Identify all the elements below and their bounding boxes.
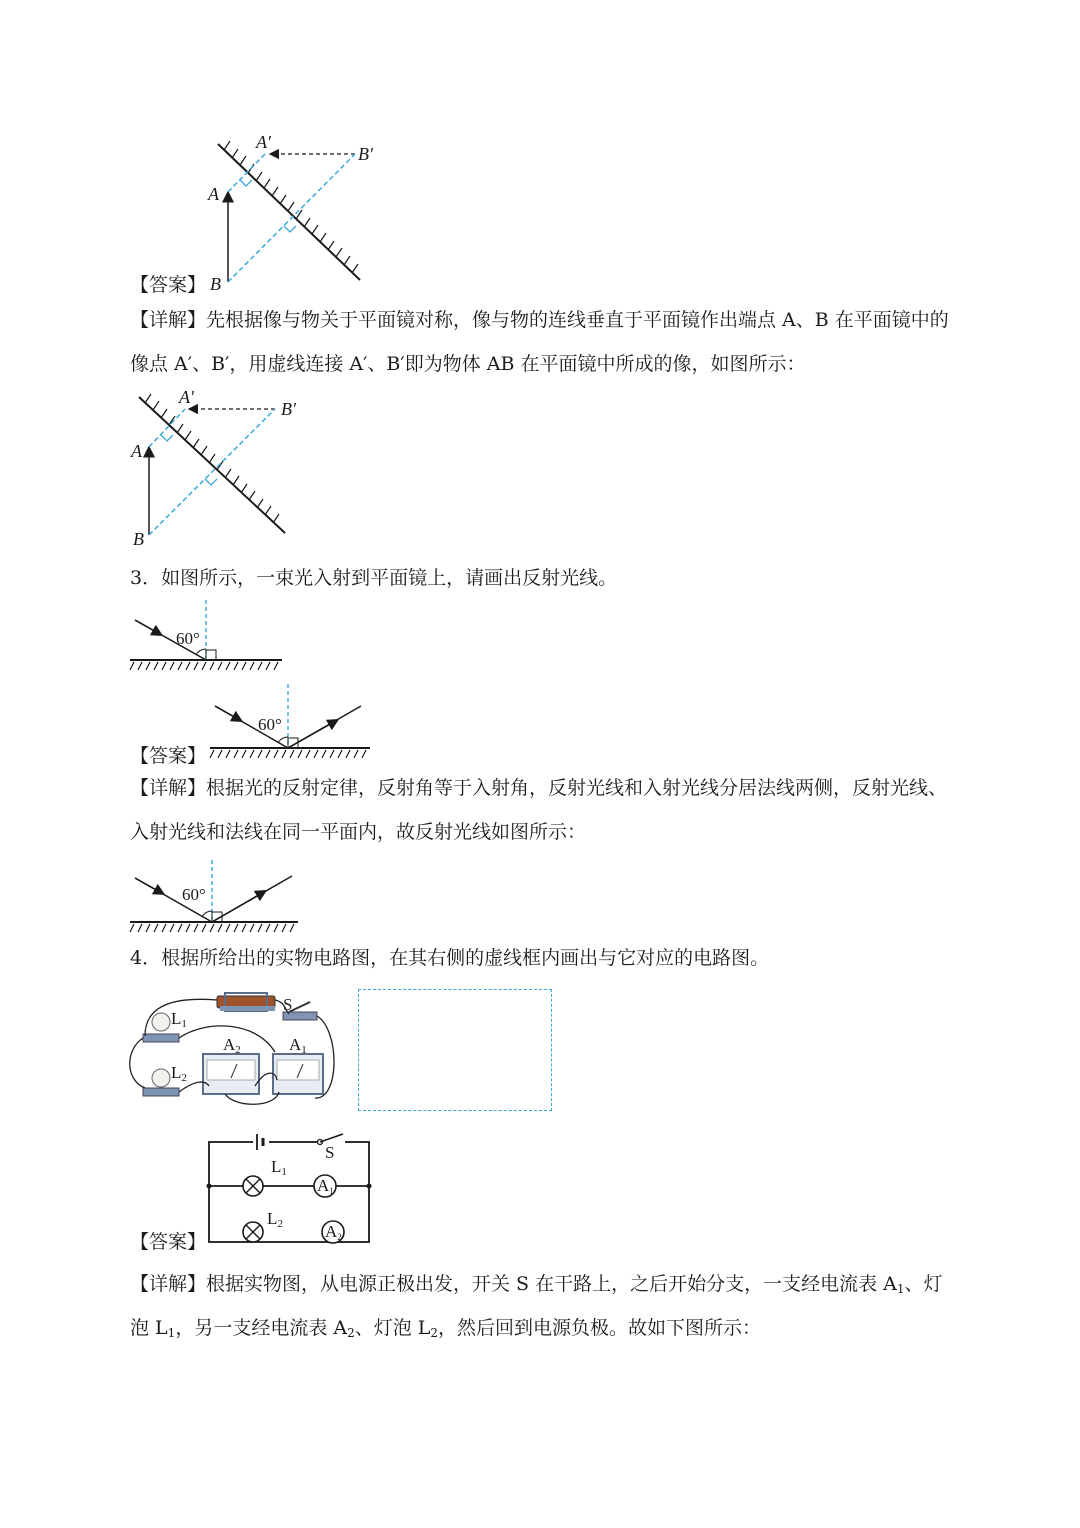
q4-detail-sub2c: 2: [430, 1326, 439, 1340]
lamp2-sub: 2: [181, 1072, 187, 1084]
q4-question: 4．根据所给出的实物电路图，在其右侧的虚线框内画出与它对应的电路图。: [130, 947, 770, 969]
lamp1-label: L: [271, 1157, 282, 1176]
q4-detail-text2b: ，另一支经电流表 A: [175, 1317, 348, 1339]
q4-detail-text2d: ，然后回到电源负极。故如下图所示：: [438, 1317, 762, 1339]
ammeter1-sub: 1: [301, 1044, 307, 1056]
q4-detail-line1: [130, 1272, 943, 1301]
detail-tag: 【详解】: [130, 1273, 207, 1295]
q3-detail-line2: 入射光线和法线在同一平面内，故反射光线如图所示：: [130, 821, 587, 843]
answer-box: [358, 989, 552, 1111]
angle-label: 60°: [258, 715, 282, 734]
q4-detail-text1a: 根据实物图，从电源正极出发，开关 S 在干路上，之后开始分支，一支经电流表 A: [206, 1273, 897, 1295]
q4-detail-text1b: 、灯: [904, 1273, 943, 1295]
q4-detail-text2c: 、灯泡 L: [354, 1317, 431, 1339]
meter2-label: A: [325, 1222, 338, 1241]
label-a: A: [208, 184, 219, 204]
q3-question-figure: [130, 598, 290, 678]
q2-detail-text1: 先根据像与物关于平面镜对称，像与物的连线垂直于平面镜作出端点 A、B 在平面镜中的: [206, 309, 949, 331]
svg-text:A1: [289, 1035, 307, 1056]
svg-text:L1: [171, 1009, 187, 1030]
answer-tag-q2: 【答案】: [130, 274, 207, 296]
q4-detail-sub1: 1: [896, 1282, 905, 1296]
switch-label: S: [283, 995, 293, 1014]
q4-detail-sub2b: 2: [347, 1326, 355, 1340]
label-b-prime: B′: [281, 399, 296, 419]
q4-detail-text2a: 泡 L: [130, 1317, 168, 1339]
detail-tag: 【详解】: [130, 777, 207, 799]
lamp1-sub: 1: [181, 1018, 187, 1030]
meter2-sub: 2: [337, 1232, 342, 1242]
label-b-prime: B′: [358, 144, 373, 164]
ammeter2-label: A: [223, 1035, 236, 1054]
svg-text:L1: [271, 1157, 287, 1178]
switch-label: S: [325, 1143, 335, 1162]
lamp2-label: L: [171, 1063, 182, 1082]
q4-detail-sub2a: 1: [167, 1326, 176, 1340]
angle-label: 60°: [176, 629, 200, 648]
q3-question: 3．如图所示，一束光入射到平面镜上，请画出反射光线。: [130, 567, 618, 589]
label-b: B: [210, 274, 221, 294]
q3-detail-text1: 根据光的反射定律，反射角等于入射角，反射光线和入射光线分居法线两侧，反射光线、: [206, 777, 948, 799]
meter1-sub: 1: [329, 1186, 334, 1196]
ammeter1-label: A: [289, 1035, 302, 1054]
label-b: B: [133, 529, 144, 549]
answer-tag-q3: 【答案】: [130, 745, 207, 767]
lamp2-label: L: [267, 1209, 278, 1228]
lamp1-sub: 1: [281, 1166, 287, 1178]
svg-text:L2: [171, 1063, 187, 1084]
svg-text:A2: [223, 1035, 241, 1056]
physical-circuit-photo: [125, 980, 340, 1110]
detail-tag: 【详解】: [130, 309, 207, 331]
circuit-diagram: [205, 1128, 380, 1250]
answer-tag-q4: 【答案】: [130, 1231, 207, 1253]
q2-detail-line1: [130, 308, 949, 332]
q4-detail-line2: [130, 1316, 761, 1345]
svg-text:L2: [267, 1209, 283, 1230]
mirror-detail-figure: [125, 385, 325, 550]
lamp2-sub: 2: [277, 1218, 283, 1230]
label-a-prime: A′: [256, 132, 271, 152]
mirror-answer-figure: [200, 130, 400, 300]
q3-detail-figure: [130, 858, 305, 938]
lamp1-label: L: [171, 1009, 182, 1028]
q2-detail-line2: 像点 A′、B′，用虚线连接 A′、B′即为物体 AB 在平面镜中所成的像，如图所示：: [130, 353, 806, 375]
meter1-label: A: [317, 1176, 330, 1195]
label-a: A: [131, 441, 142, 461]
label-a-prime: A′: [179, 387, 194, 407]
angle-label: 60°: [182, 885, 206, 904]
q3-answer-figure: [210, 682, 380, 762]
ammeter2-sub: 2: [235, 1044, 241, 1056]
q3-detail-line1: [130, 776, 947, 800]
